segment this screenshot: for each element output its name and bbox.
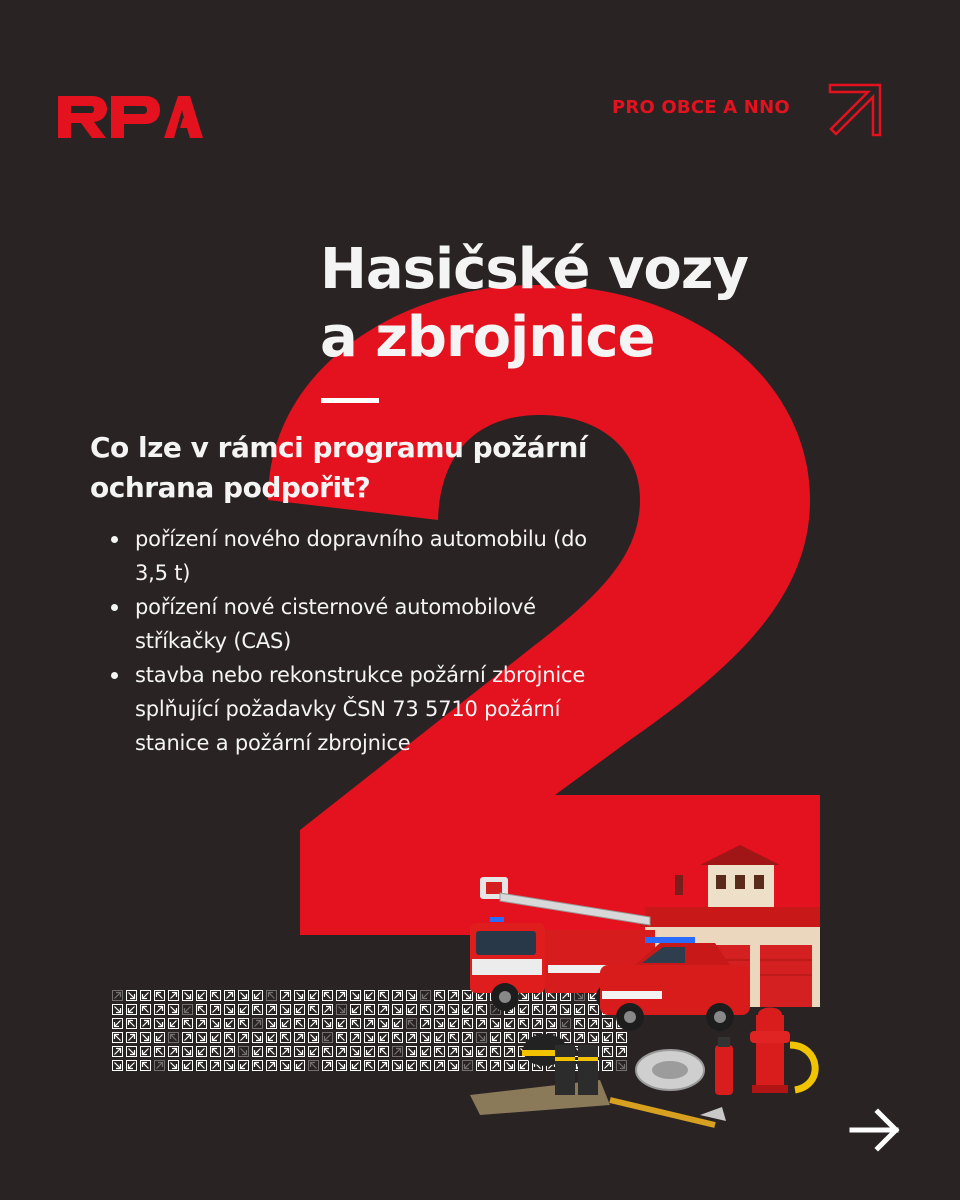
bullet-list: [108, 522, 608, 760]
bullet-item: pořízení nové cisternové automobilové stříkačky (CAS): [108, 590, 608, 658]
right-arrow-icon[interactable]: [848, 1102, 904, 1158]
title-line-1: Hasičské vozy: [320, 237, 748, 302]
title-underline: [321, 398, 379, 403]
question-heading: Co lze v rámci programu požární ochrana podpořit?: [90, 431, 587, 504]
fire-hydrant-icon: [750, 1008, 815, 1094]
firefighter-gear-icon: [470, 1034, 733, 1125]
rpa-logo: [58, 96, 203, 138]
title-line-2: a zbrojnice: [320, 305, 655, 370]
fire-station-illustration: [460, 845, 830, 1130]
audience-tag[interactable]: PRO OBCE A NNO: [612, 97, 790, 118]
bullet-item: pořízení nového dopravního automobilu (do 3,5 t): [108, 522, 608, 590]
diagonal-arrow-icon[interactable]: [828, 83, 882, 137]
bullet-item: stavba nebo rekonstrukce požární zbrojnice splňující požadavky ČSN 73 5710 požární stanice a požární zbrojnice: [108, 658, 608, 760]
page-title: [320, 236, 748, 372]
